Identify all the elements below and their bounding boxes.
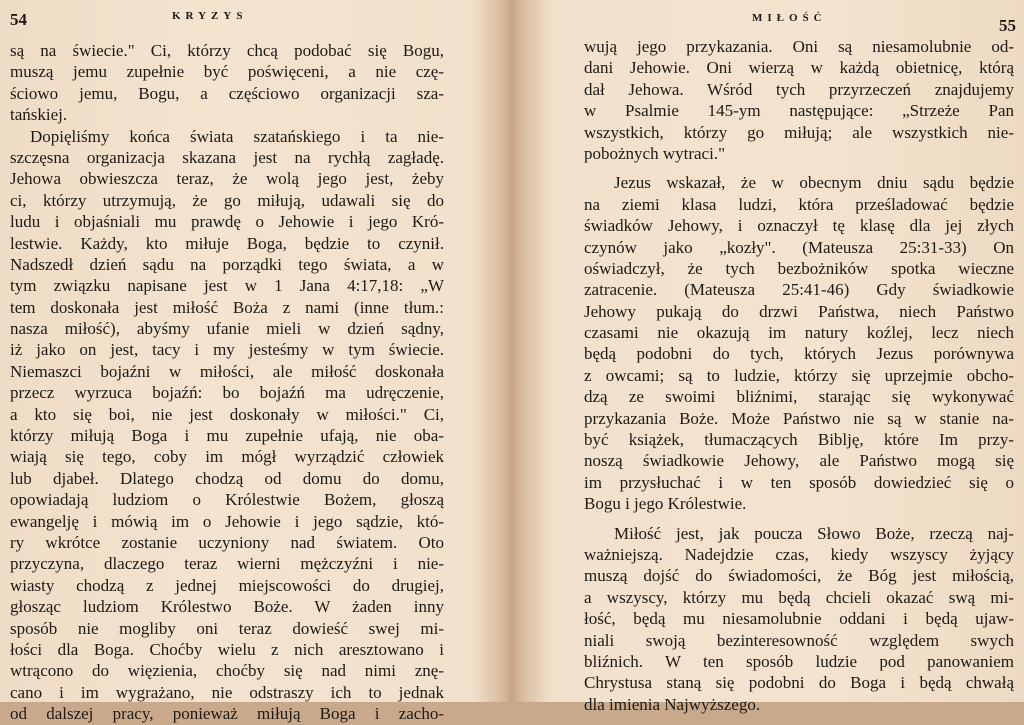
text-line: a kto się boi, nie jest doskonały w miłości." Ci,	[10, 404, 444, 424]
text-line: dla imienia Najwyższego.	[584, 694, 761, 714]
text-line: muszą jemu zupełnie być poświęceni, a nie czę-	[10, 62, 444, 82]
text-line: pobożnych wytraci."	[584, 143, 726, 163]
text-line: wiają się tego, coby im mógł wyrządzić człowiek	[10, 447, 444, 467]
text-line: ludu i objaśniali mu prawdę o Jehowie i jego Kró-	[10, 212, 444, 232]
text-line: opowiadają ludziom o Królestwie Bożem, głoszą	[10, 490, 444, 510]
text-line: przykazania Boże. Może Państwo nie są w stanie na-	[584, 408, 1014, 428]
text-line: czynów jako „kozły". (Mateusza 25:31-33) On	[584, 237, 1014, 257]
text-line: którzy miłują Boga i mu zupełnie ufają, nie oba-	[10, 426, 444, 446]
paragraph-gap	[584, 164, 1014, 172]
text-line: wują jego przykazania. Oni są niesamolubnie od-	[584, 37, 1014, 56]
text-line: cano i im wygrażano, nie odstraszy ich to jednak	[10, 682, 444, 702]
text-line: przecz wyrzuca bojaźń: bo bojaźń ma udręczenie,	[10, 383, 444, 403]
text-line: a wszyscy, którzy mu będą chcieli okazać swą mi-	[584, 587, 1014, 607]
text-line: głosząc ludziom Królestwo Boże. W żaden inny	[10, 597, 444, 617]
paragraph-gap	[584, 515, 1014, 523]
text-line: tańskiej.	[10, 105, 68, 125]
text-line: w Psalmie 145-ym następujące: „Strzeże Pan	[584, 101, 1014, 121]
text-line: ci, którzy utrzymują, że go miłują, udawali się do	[10, 190, 444, 210]
text-line: wszystkich, którzy go miłują; ale wszystkich nie-	[584, 122, 1014, 142]
right-page	[520, 0, 1024, 714]
right-running-head	[520, 6, 1024, 35]
text-line: Bogu i jego Królestwie.	[584, 494, 747, 514]
text-line: lub djabeł. Dlatego chodzą od domu do domu,	[10, 468, 444, 488]
right-page-text	[584, 36, 1014, 715]
text-line: Dopięliśmy końca świata szatańskiego i ta nie-	[30, 126, 444, 146]
text-line: Jezus wskazał, że w obecnym dniu sądu będzie	[614, 173, 1014, 193]
left-header-title: KRYZYS	[172, 10, 248, 22]
text-line: noszą świadkowie Jehowy, ale Państwo mogą się	[584, 451, 1014, 471]
text-line: oświadczył, że tych bezbożników spotka wieczne	[584, 258, 1014, 278]
text-line: łości dla Boga. Choćby wielu z nich aresztowano i	[10, 639, 444, 659]
text-line: ry wkrótce zostanie uczyniony nad światem. Oto	[10, 532, 444, 552]
text-line: ściowo jemu, Bogu, a częściowo organizacji sza-	[10, 83, 444, 103]
text-line: Jehowa obwieszcza teraz, że wolą jego jest, żeby	[10, 169, 444, 189]
text-line: nasza miłość), abyśmy ufanie mieli w dzień sądny,	[10, 319, 444, 339]
text-line: lestwie. Każdy, kto miłuje Boga, będzie to czynił.	[10, 233, 444, 253]
text-line: im przysłuchać i w ten sposób dowiedzieć się o	[584, 472, 1014, 492]
left-running-head	[0, 6, 498, 30]
left-page-text	[10, 40, 444, 725]
text-line: Niemaszci bojaźni w miłości, ale miłość doskonała	[10, 361, 444, 381]
text-line: Chrystusa staną się podobni do Boga i będą chwałą	[584, 673, 1014, 693]
right-header-title: MIŁOŚĆ	[752, 12, 827, 24]
text-line: z owcami; są to ludzie, którzy się uprzejmie obcho-	[584, 365, 1014, 385]
text-line: czasami nie okazują im natury koźlej, lecz niech	[584, 323, 1014, 343]
text-line: muszą dojść do świadomości, że Bóg jest miłością,	[584, 566, 1014, 586]
text-line: wiasty chodzą z jednej miejscowości do drugiej,	[10, 575, 444, 595]
text-line: ewangelję i mówią im o Jehowie i jego sądzie, któ-	[10, 511, 444, 531]
text-line: Nadszedł dzień sądu na porządki tego świata, a w	[10, 254, 444, 274]
text-line: sposób nie mogliby oni teraz dowieść swej mi-	[10, 618, 444, 638]
text-line: zatracenie. (Mateusza 25:41-46) Gdy świadkowie	[584, 280, 1014, 300]
text-line: iż jako on jest, tacy i my jesteśmy w tym świecie.	[10, 340, 444, 360]
text-line: łość, będą mu niesamolubnie oddani i będą ujaw-	[584, 609, 1014, 629]
text-line: Jehowy pukają do drzwi Państwa, niech Państwo	[584, 301, 1014, 321]
text-line: niali swoją bezinteresowność względem swych	[584, 630, 1014, 650]
text-line: Miłość jest, jak poucza Słowo Boże, rzeczą naj-	[614, 523, 1014, 543]
text-line: bliźnich. W ten sposób ludzie pod panowaniem	[584, 651, 1014, 671]
text-line: być książek, tłumaczących Biblję, które Im przy-	[584, 430, 1014, 450]
text-line: dani Jehowie. Oni wierzą w każdą obietnicę, którą	[584, 58, 1014, 78]
text-line: szczęsna organizacja skazana jest na rychłą zagładę.	[10, 147, 444, 167]
text-line: tem doskonała jest miłość Boża z nami (inne tłum.:	[10, 297, 444, 317]
text-line: są na świecie." Ci, którzy chcą podobać się Bogu,	[10, 41, 444, 60]
text-line: tym związku napisane jest w 1 Jana 4:17,18: „W	[10, 276, 444, 296]
text-line: od dalszej pracy, ponieważ miłują Boga i zacho-	[10, 704, 444, 724]
text-line: przyczyna, dlaczego teraz wierni mężczyźni i nie-	[10, 554, 444, 574]
left-page	[0, 0, 498, 724]
text-line: dał Jehowa. Wśród tych przyrzeczeń znajdujemy	[584, 79, 1014, 99]
text-line: na ziemi klasa ludzi, która prześladować będzie	[584, 194, 1014, 214]
left-page-number: 54	[10, 10, 27, 29]
text-line: będą podobni do tych, których Jezus porównywa	[584, 344, 1014, 364]
text-line: dzą ze swoimi bliźnimi, starając się wykonywać	[584, 387, 1014, 407]
text-line: ważniejszą. Nadejdzie czas, kiedy wszyscy żyjący	[584, 544, 1014, 564]
right-page-number: 55	[999, 16, 1016, 35]
text-line: wtrącono do więzienia, choćby się nad nimi znę-	[10, 661, 444, 681]
text-line: świadków Jehowy, i oznaczył tę klasę dla jej złych	[584, 216, 1014, 236]
